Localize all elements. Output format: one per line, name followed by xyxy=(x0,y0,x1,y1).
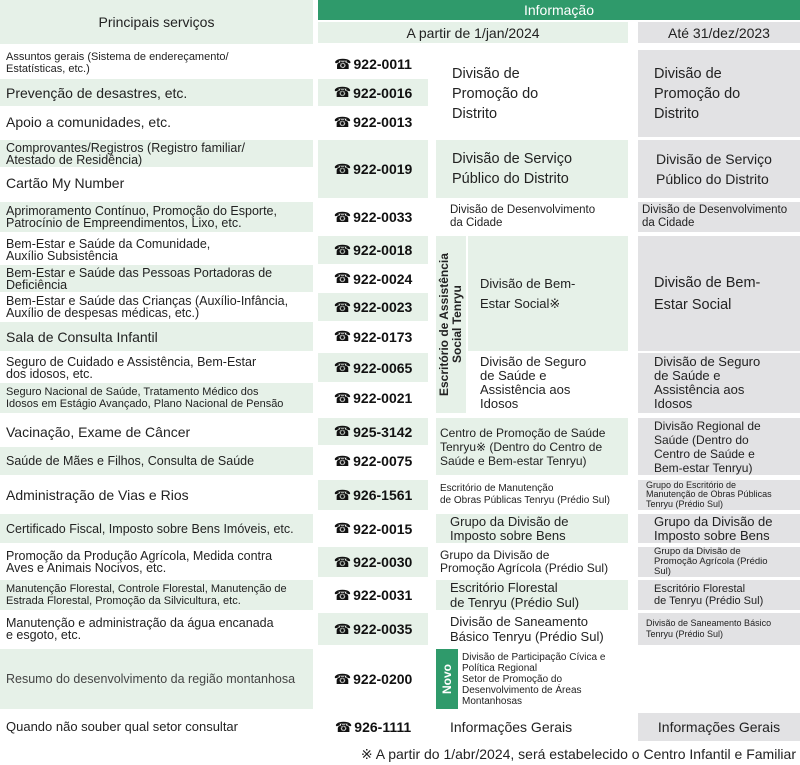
old-dept-escritorio-florestal: Escritório Florestal de Tenryu (Prédio Sul) xyxy=(638,580,800,610)
tel-922-0024[interactable]: ☎ 922-0024 xyxy=(333,270,413,287)
service-manutencao-florestal: Manutenção Florestal, Controle Florestal, Manutenção de Estrada Florestal, Promoção da Silvicultura, etc. xyxy=(0,580,313,610)
telephone-icon: ☎ xyxy=(333,84,352,100)
telephone-icon: ☎ xyxy=(333,270,352,286)
footnote: ※ A partir do 1/abr/2024, será estabelecido o Centro Infantil e Familiar xyxy=(360,745,796,762)
telephone-icon: ☎ xyxy=(333,208,352,225)
telephone-icon: ☎ xyxy=(333,670,352,687)
new-dept-informacoes-gerais: Informações Gerais xyxy=(450,719,573,735)
new-dept-desenvolvimento-cidade: Divisão de Desenvolvimento da Cidade xyxy=(450,204,596,229)
new-dept-bem-estar-social: Divisão de Bem- Estar Social※ xyxy=(468,236,628,351)
new-dept-promocao-agricola: Grupo da Divisão de Promoção Agrícola (Prédio Sul) xyxy=(440,548,609,575)
new-dept-promocao-distrito: Divisão de Promoção do Distrito xyxy=(452,65,539,122)
telephone-icon: ☎ xyxy=(333,160,352,177)
old-dept-informacoes-gerais: Informações Gerais xyxy=(638,713,800,741)
tel-922-0173[interactable]: ☎ 922-0173 xyxy=(333,328,413,345)
tel-922-0015[interactable]: ☎ 922-0015 xyxy=(333,520,413,537)
new-dept-saneamento: Divisão de Saneamento Básico Tenryu (Prédio Sul) xyxy=(450,614,604,644)
new-dept-servico-publico: Divisão de Serviço Público do Distrito xyxy=(436,140,628,198)
service-vias-rios: Administração de Vias e Rios xyxy=(6,487,189,503)
new-dept-obras-publicas: Escritório de Manutenção de Obras Públicas Tenryu (Prédio Sul) xyxy=(440,483,610,506)
service-apoio-comunidades: Apoio a comunidades, etc. xyxy=(6,114,171,130)
new-dept-seguro-saude: Divisão de Seguro de Saúde e Assistência aos Idosos xyxy=(480,354,587,411)
tel-925-3142[interactable]: ☎ 925-3142 xyxy=(318,418,428,445)
tel-922-0030[interactable]: ☎ 922-0030 xyxy=(318,547,428,577)
service-prevencao-desastres: Prevenção de desastres, etc. xyxy=(0,79,313,106)
tel-922-0013[interactable]: ☎ 922-0013 xyxy=(333,113,413,130)
service-regiao-montanhosa: Resumo do desenvolvimento da região montanhosa xyxy=(0,649,313,709)
tel-922-0021[interactable]: ☎ 922-0021 xyxy=(333,389,413,406)
tel-922-0023[interactable]: ☎ 922-0023 xyxy=(318,293,428,321)
service-comprovantes: Comprovantes/Registros (Registro familiar/ Atestado de Residência) xyxy=(0,140,313,167)
tel-922-0016[interactable]: ☎ 922-0016 xyxy=(318,79,428,106)
old-dept-servico-publico: Divisão de Serviço Público do Distrito xyxy=(638,140,800,198)
new-dept-centro-promocao-saude: Centro de Promoção de Saúde Tenryu※ (Dentro do Centro de Saúde e Bem-estar Tenryu) xyxy=(436,418,628,475)
telephone-icon: ☎ xyxy=(333,423,352,439)
new-dept-imposto-bens: Grupo da Divisão de Imposto sobre Bens xyxy=(436,514,628,543)
service-vacinacao: Vacinação, Exame de Câncer xyxy=(6,423,191,440)
old-dept-bem-estar-social: Divisão de Bem- Estar Social xyxy=(638,236,800,351)
old-dept-imposto-bens: Grupo da Divisão de Imposto sobre Bens xyxy=(638,514,800,543)
service-cartao-my-number: Cartão My Number xyxy=(6,175,125,191)
header-principais-servicos: Principais serviços xyxy=(0,0,313,44)
new-dept-participacao-civica: Divisão de Participação Cívica e Política Regional Setor de Promoção do Desenvolvimento de Áreas Montanhosas xyxy=(462,651,606,707)
header-informacao: Informação xyxy=(318,0,800,20)
telephone-icon: ☎ xyxy=(333,586,352,603)
service-quando-nao-souber: Quando não souber qual setor consultar xyxy=(6,719,238,734)
old-dept-promocao-agricola: Grupo da Divisão de Promoção Agrícola (Prédio Sul) xyxy=(638,547,800,577)
service-sala-consulta: Sala de Consulta Infantil xyxy=(0,322,313,351)
telephone-icon: ☎ xyxy=(333,486,352,503)
old-dept-obras-publicas: Grupo do Escritório de Manutenção de Obras Públicas Tenryu (Prédio Sul) xyxy=(638,480,800,510)
telephone-icon: ☎ xyxy=(333,328,352,344)
telephone-icon: ☎ xyxy=(334,718,353,735)
telephone-icon: ☎ xyxy=(333,298,352,315)
telephone-icon: ☎ xyxy=(334,55,352,72)
tel-922-0075[interactable]: ☎ 922-0075 xyxy=(333,452,413,469)
old-dept-seguro-saude: Divisão de Seguro de Saúde e Assistência aos Idosos xyxy=(638,353,800,413)
service-agua-esgoto: Manutenção e administração da água encanada e esgoto, etc. xyxy=(6,616,274,642)
new-dept-escritorio-florestal: Escritório Florestal de Tenryu (Prédio Sul) xyxy=(436,580,628,610)
tel-926-1561[interactable]: ☎ 926-1561 xyxy=(318,480,428,510)
tel-922-0035[interactable]: ☎ 922-0035 xyxy=(318,613,428,645)
telephone-icon: ☎ xyxy=(333,389,352,406)
service-seguro-cuidado: Seguro de Cuidado e Assistência, Bem-Estar dos idosos, etc. xyxy=(6,354,257,381)
service-bem-estar-deficiencia: Bem-Estar e Saúde das Pessoas Portadoras de Deficiência xyxy=(0,265,313,292)
tel-922-0031[interactable]: ☎ 922-0031 xyxy=(333,586,413,603)
telephone-icon: ☎ xyxy=(333,452,352,469)
service-bem-estar-comunidade: Bem-Estar e Saúde da Comunidade, Auxílio Subsistência xyxy=(6,237,211,263)
service-assuntos-gerais: Assuntos gerais (Sistema de endereçamento/ Estatísticas, etc.) xyxy=(6,51,229,75)
service-saude-maes: Saúde de Mães e Filhos, Consulta de Saúde xyxy=(0,447,313,475)
tel-926-1111[interactable]: ☎ 926-1111 xyxy=(334,718,412,735)
service-producao-agricola: Promoção da Produção Agrícola, Medida contra Aves e Animais Nocivos, etc. xyxy=(6,549,273,575)
telephone-icon: ☎ xyxy=(333,241,352,258)
tel-922-0065[interactable]: ☎ 922-0065 xyxy=(318,353,428,382)
header-ate: Até 31/dez/2023 xyxy=(638,22,800,43)
tel-922-0019[interactable]: ☎ 922-0019 xyxy=(318,140,428,198)
telephone-icon: ☎ xyxy=(333,520,352,536)
old-dept-saneamento: Divisão de Saneamento Básico Tenryu (Prédio Sul) xyxy=(638,613,800,645)
tenryu-social-office-label: Escritório de Assistência Social Tenryu xyxy=(436,236,466,413)
telephone-icon: ☎ xyxy=(333,620,352,637)
tel-922-0200[interactable]: ☎ 922-0200 xyxy=(333,670,413,687)
telephone-icon: ☎ xyxy=(333,553,352,570)
tel-922-0018[interactable]: ☎ 922-0018 xyxy=(318,236,428,264)
service-bem-estar-criancas: Bem-Estar e Saúde das Crianças (Auxílio-Infância, Auxílio de despesas médicas, etc.) xyxy=(6,294,289,320)
old-dept-divisao-regional-saude: Divisão Regional de Saúde (Dentro do Centro de Saúde e Bem-estar Tenryu) xyxy=(638,418,800,475)
tel-922-0033[interactable]: ☎ 922-0033 xyxy=(333,208,413,225)
old-dept-desenvolvimento-cidade: Divisão de Desenvolvimento da Cidade xyxy=(638,202,800,232)
tel-922-0011[interactable]: ☎ 922-0011 xyxy=(334,55,412,72)
header-a-partir: A partir de 1/jan/2024 xyxy=(318,22,628,43)
old-dept-promocao-distrito: Divisão de Promoção do Distrito xyxy=(638,50,800,137)
service-seguro-nacional: Seguro Nacional de Saúde, Tratamento Médico dos Idosos em Estágio Avançado, Plano Nacional de Pensão xyxy=(0,383,313,413)
telephone-icon: ☎ xyxy=(333,359,352,375)
novo-badge: Novo xyxy=(436,649,458,709)
telephone-icon: ☎ xyxy=(333,113,352,130)
service-aprimoramento: Aprimoramento Contínuo, Promoção do Esporte, Patrocínio de Empreendimentos, Lixo, etc. xyxy=(0,202,313,232)
service-certificado-fiscal: Certificado Fiscal, Imposto sobre Bens Imóveis, etc. xyxy=(0,514,313,543)
